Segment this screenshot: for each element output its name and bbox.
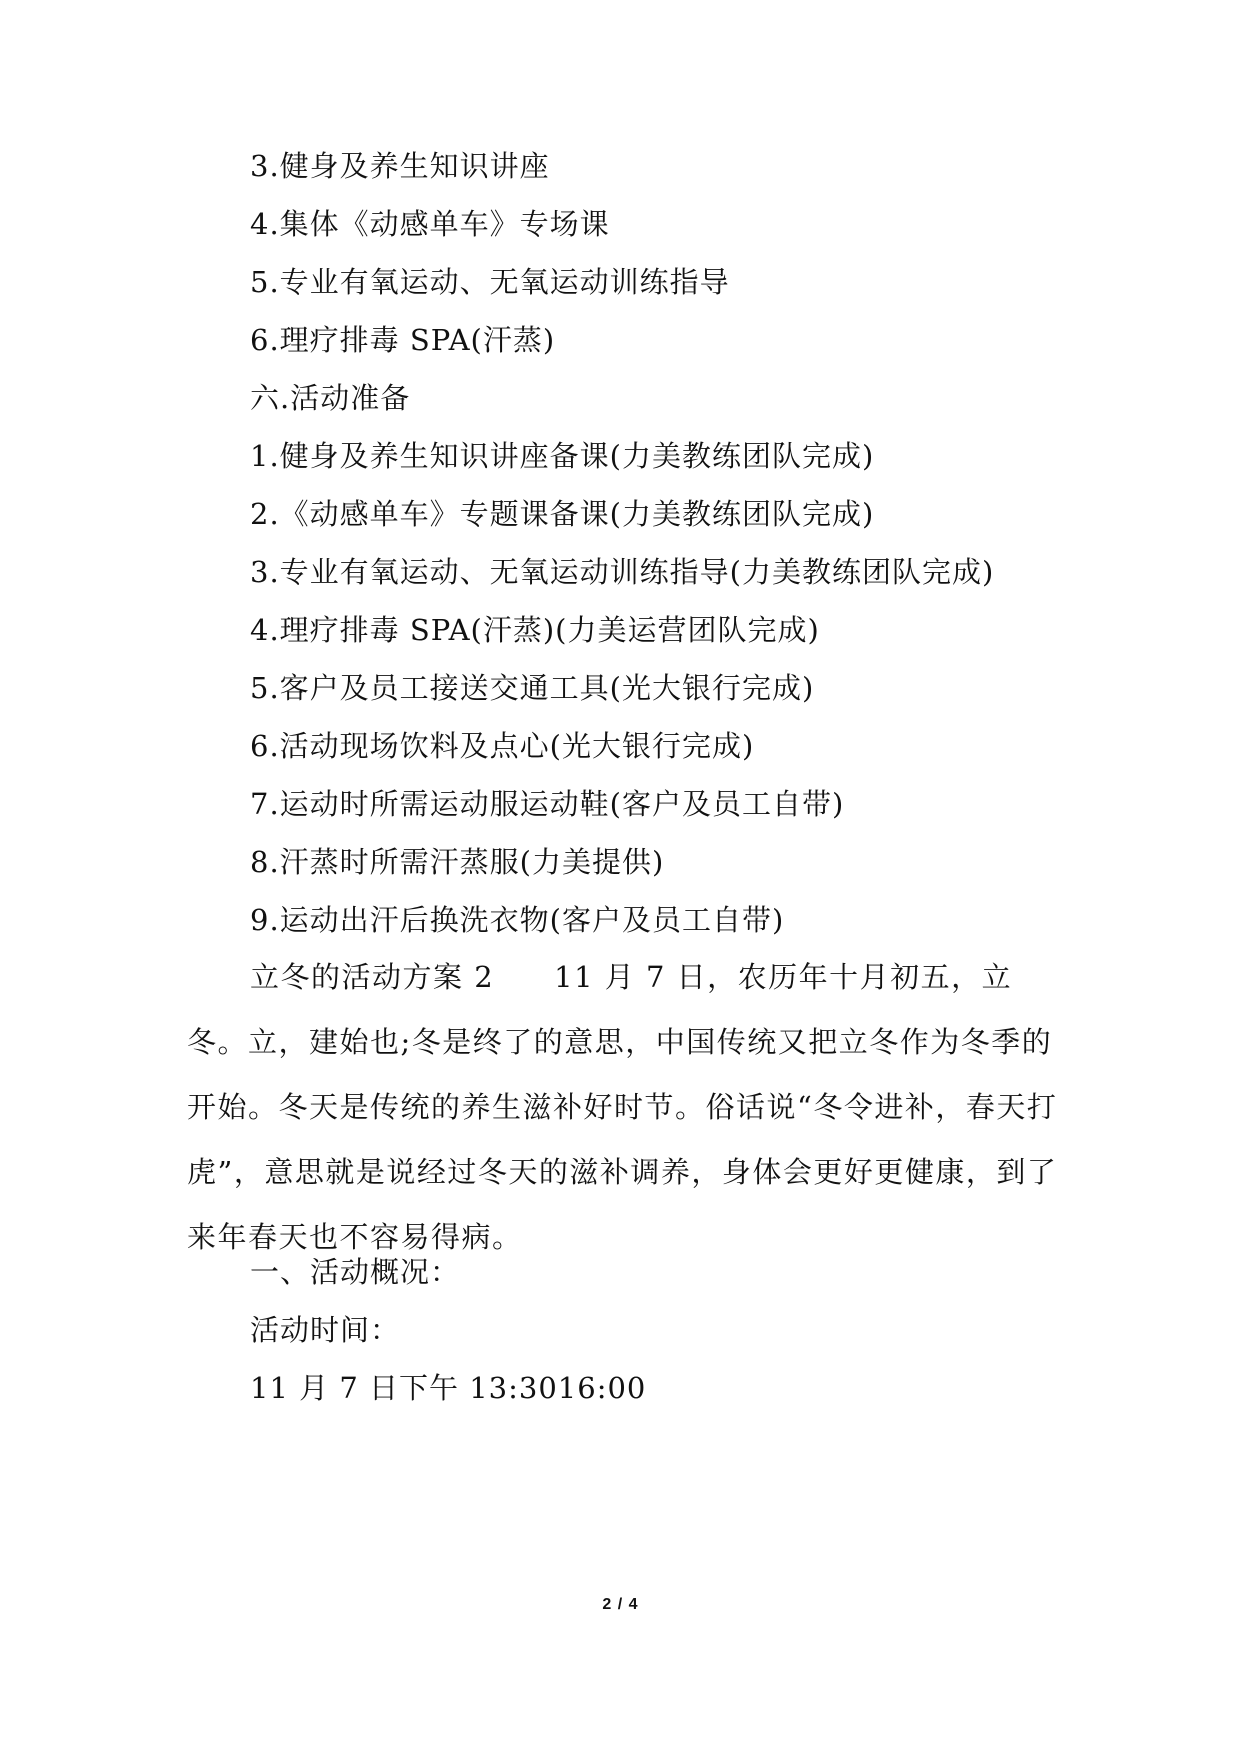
overview-heading: 一、活动概况： (250, 1255, 461, 1289)
time-value: 11 月 7 日下午 13:3016:00 (250, 1371, 647, 1405)
plan2-intro: 11 月 7 日，农历年十月初五，立冬。立，建始也;冬是终了的意思，中国传统又把立冬作为冬季的开始。冬天是传统的养生滋补好时节。俗话说“冬令进补，春天打虎”，意思就是说经过冬天的滋补调养，身体会更好更健康，到了来年春天也不容易得病。 (187, 960, 1058, 1254)
section-heading: 六.活动准备 (250, 381, 411, 415)
list-item: 6.理疗排毒 SPA(汗蒸) (250, 323, 556, 357)
page-number: 2 / 4 (602, 1596, 639, 1613)
list-item: 3.健身及养生知识讲座 (250, 149, 550, 183)
prep-item: 9.运动出汗后换洗衣物(客户及员工自带) (250, 903, 785, 937)
prep-item: 2.《动感单车》专题课备课(力美教练团队完成) (250, 497, 875, 531)
prep-item: 1.健身及养生知识讲座备课(力美教练团队完成) (250, 439, 875, 473)
prep-item: 3.专业有氧运动、无氧运动训练指导(力美教练团队完成) (250, 555, 995, 589)
prep-item: 7.运动时所需运动服运动鞋(客户及员工自带) (250, 787, 845, 821)
plan2-title: 立冬的活动方案 2 (250, 960, 495, 994)
plan2-paragraph (187, 945, 1067, 1270)
prep-item: 5.客户及员工接送交通工具(光大银行完成) (250, 671, 815, 705)
prep-item: 4.理疗排毒 SPA(汗蒸)(力美运营团队完成) (250, 613, 820, 647)
prep-item: 8.汗蒸时所需汗蒸服(力美提供) (250, 845, 665, 879)
list-item: 4.集体《动感单车》专场课 (250, 207, 610, 241)
time-label: 活动时间： (250, 1313, 401, 1347)
list-item: 5.专业有氧运动、无氧运动训练指导 (250, 265, 730, 299)
prep-item: 6.活动现场饮料及点心(光大银行完成) (250, 729, 755, 763)
